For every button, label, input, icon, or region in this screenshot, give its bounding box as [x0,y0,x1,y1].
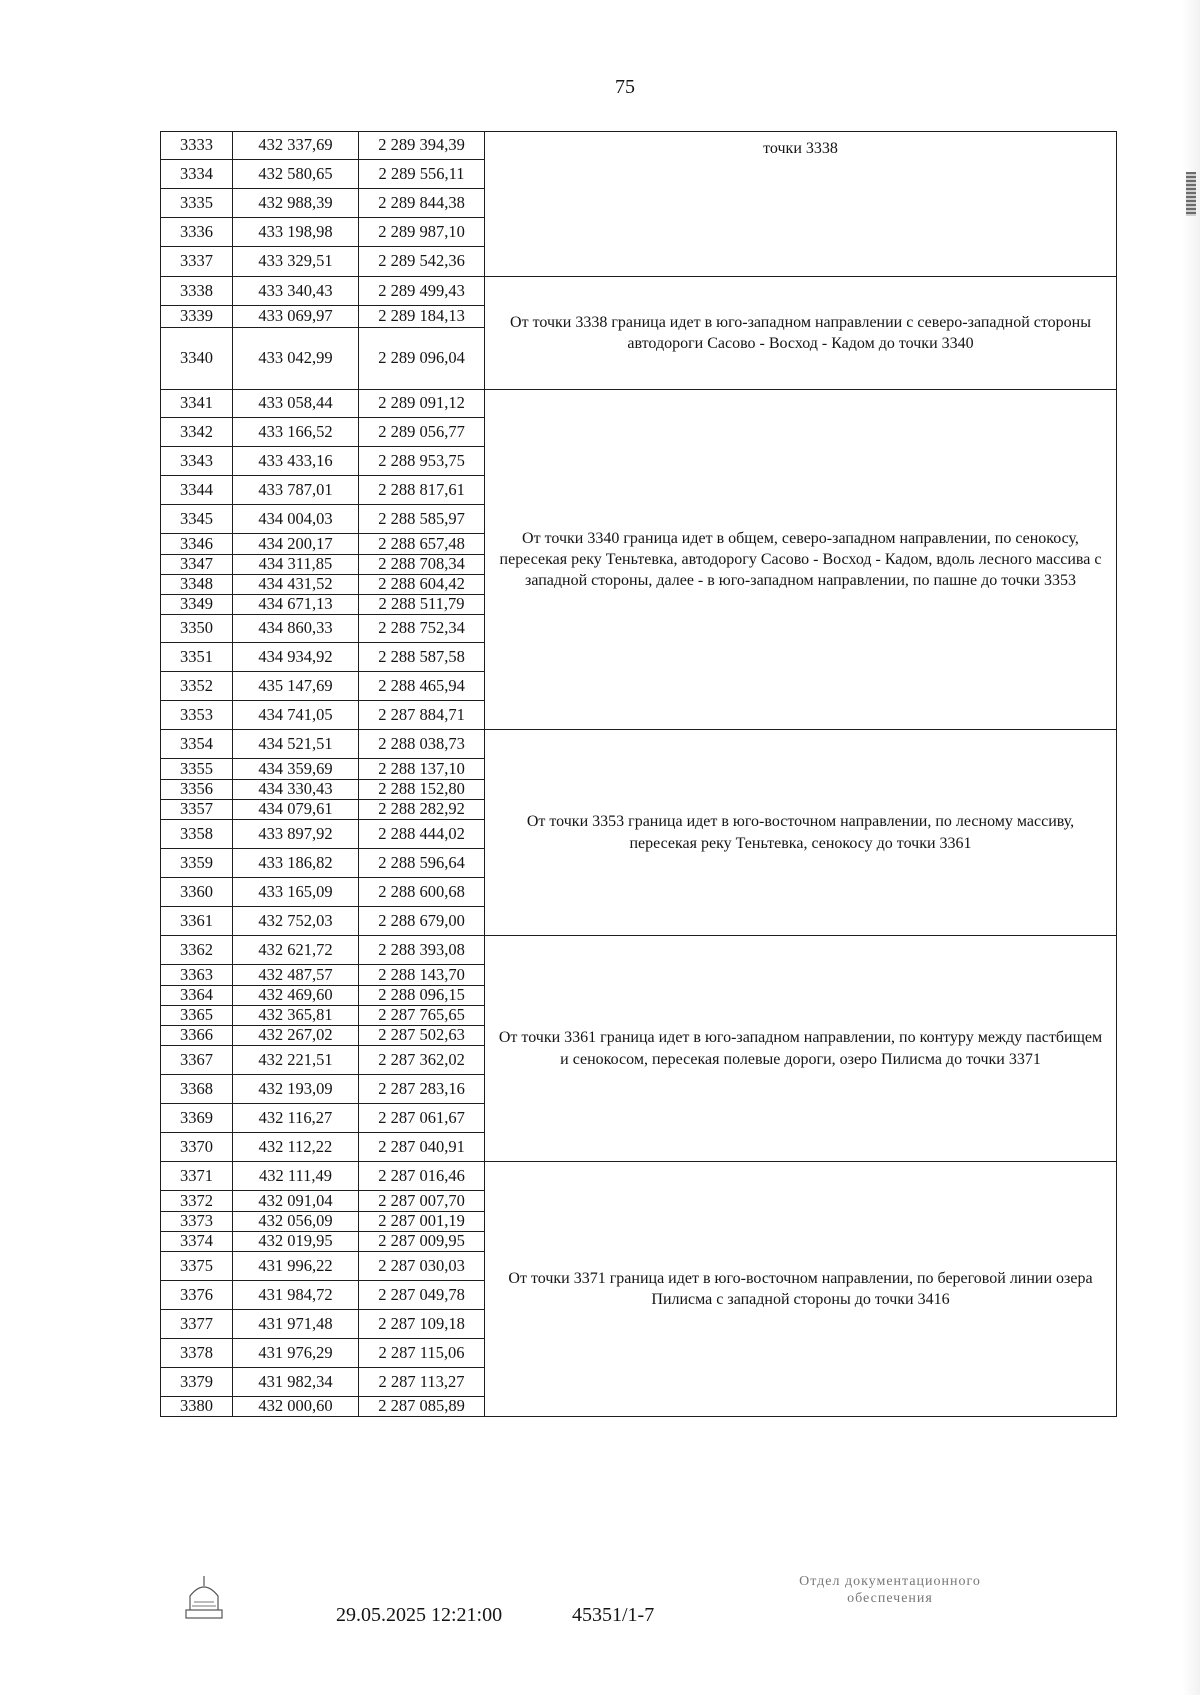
y-coordinate-cell: 2 287 765,65 [359,1006,485,1026]
y-coordinate-cell: 2 287 009,95 [359,1232,485,1252]
point-number-cell: 3373 [161,1212,233,1232]
x-coordinate-cell: 433 329,51 [233,247,359,277]
point-number-cell: 3377 [161,1310,233,1339]
footer-document-number: 45351/1-7 [572,1604,655,1626]
x-coordinate-cell: 431 996,22 [233,1252,359,1281]
x-coordinate-cell: 433 069,97 [233,306,359,328]
x-coordinate-cell: 434 200,17 [233,534,359,555]
point-number-cell: 3337 [161,247,233,277]
table-row [161,730,1117,759]
x-coordinate-cell: 433 186,82 [233,849,359,878]
y-coordinate-cell: 2 289 499,43 [359,277,485,306]
x-coordinate-cell: 432 988,39 [233,189,359,218]
point-number-cell: 3365 [161,1006,233,1026]
y-coordinate-cell: 2 288 657,48 [359,534,485,555]
point-number-cell: 3361 [161,907,233,936]
x-coordinate-cell: 432 365,81 [233,1006,359,1026]
point-number-cell: 3362 [161,936,233,965]
point-number-cell: 3366 [161,1026,233,1046]
y-coordinate-cell: 2 288 096,15 [359,986,485,1006]
y-coordinate-cell: 2 289 091,12 [359,390,485,418]
y-coordinate-cell: 2 287 283,16 [359,1075,485,1104]
footer-datetime: 29.05.2025 12:21:00 [336,1604,503,1626]
y-coordinate-cell: 2 287 115,06 [359,1339,485,1368]
x-coordinate-cell: 432 116,27 [233,1104,359,1133]
y-coordinate-cell: 2 288 600,68 [359,878,485,907]
y-coordinate-cell: 2 289 844,38 [359,189,485,218]
x-coordinate-cell: 434 330,43 [233,780,359,800]
point-number-cell: 3350 [161,615,233,643]
x-coordinate-cell: 434 671,13 [233,595,359,615]
point-number-cell: 3372 [161,1191,233,1212]
y-coordinate-cell: 2 287 007,70 [359,1191,485,1212]
x-coordinate-cell: 432 621,72 [233,936,359,965]
x-coordinate-cell: 431 971,48 [233,1310,359,1339]
y-coordinate-cell: 2 287 040,91 [359,1133,485,1162]
point-number-cell: 3357 [161,800,233,820]
y-coordinate-cell: 2 288 585,97 [359,505,485,534]
point-number-cell: 3338 [161,277,233,306]
point-number-cell: 3345 [161,505,233,534]
y-coordinate-cell: 2 288 137,10 [359,759,485,780]
boundary-description-cell: От точки 3338 граница идет в юго-западном направлении с северо-западной стороны автодороги Сасово - Восход - Кадом до точки 3340 [485,277,1117,390]
point-number-cell: 3354 [161,730,233,759]
x-coordinate-cell: 433 042,99 [233,328,359,390]
y-coordinate-cell: 2 287 113,27 [359,1368,485,1397]
y-coordinate-cell: 2 288 511,79 [359,595,485,615]
x-coordinate-cell: 432 487,57 [233,965,359,986]
y-coordinate-cell: 2 288 465,94 [359,672,485,701]
x-coordinate-cell: 431 976,29 [233,1339,359,1368]
x-coordinate-cell: 433 897,92 [233,820,359,849]
x-coordinate-cell: 434 521,51 [233,730,359,759]
y-coordinate-cell: 2 287 016,46 [359,1162,485,1191]
point-number-cell: 3360 [161,878,233,907]
point-number-cell: 3376 [161,1281,233,1310]
x-coordinate-cell: 433 787,01 [233,476,359,505]
y-coordinate-cell: 2 287 085,89 [359,1397,485,1417]
point-number-cell: 3340 [161,328,233,390]
y-coordinate-cell: 2 288 038,73 [359,730,485,759]
x-coordinate-cell: 434 311,85 [233,555,359,575]
y-coordinate-cell: 2 288 282,92 [359,800,485,820]
x-coordinate-cell: 432 752,03 [233,907,359,936]
y-coordinate-cell: 2 288 152,80 [359,780,485,800]
point-number-cell: 3368 [161,1075,233,1104]
x-coordinate-cell: 432 580,65 [233,160,359,189]
point-number-cell: 3352 [161,672,233,701]
y-coordinate-cell: 2 289 184,13 [359,306,485,328]
y-coordinate-cell: 2 288 679,00 [359,907,485,936]
y-coordinate-cell: 2 289 056,77 [359,418,485,447]
y-coordinate-cell: 2 287 884,71 [359,701,485,730]
x-coordinate-cell: 434 741,05 [233,701,359,730]
y-coordinate-cell: 2 288 143,70 [359,965,485,986]
boundary-description-cell: От точки 3353 граница идет в юго-восточном направлении, по лесному массиву, пересекая реку Теньтевка, сенокосу до точки 3361 [485,730,1117,936]
x-coordinate-cell: 434 079,61 [233,800,359,820]
y-coordinate-cell: 2 287 502,63 [359,1026,485,1046]
point-number-cell: 3380 [161,1397,233,1417]
x-coordinate-cell: 432 112,22 [233,1133,359,1162]
y-coordinate-cell: 2 289 542,36 [359,247,485,277]
page-number: 75 [615,76,635,98]
y-coordinate-cell: 2 287 061,67 [359,1104,485,1133]
x-coordinate-cell: 433 165,09 [233,878,359,907]
point-number-cell: 3374 [161,1232,233,1252]
y-coordinate-cell: 2 289 096,04 [359,328,485,390]
y-coordinate-cell: 2 289 987,10 [359,218,485,247]
point-number-cell: 3349 [161,595,233,615]
point-number-cell: 3359 [161,849,233,878]
point-number-cell: 3364 [161,986,233,1006]
y-coordinate-cell: 2 288 752,34 [359,615,485,643]
x-coordinate-cell: 434 934,92 [233,643,359,672]
x-coordinate-cell: 434 359,69 [233,759,359,780]
x-coordinate-cell: 433 166,52 [233,418,359,447]
x-coordinate-cell: 432 111,49 [233,1162,359,1191]
x-coordinate-cell: 431 982,34 [233,1368,359,1397]
stamp-line: Отдел документационного [799,1574,981,1589]
y-coordinate-cell: 2 288 953,75 [359,447,485,476]
y-coordinate-cell: 2 288 393,08 [359,936,485,965]
point-number-cell: 3346 [161,534,233,555]
point-number-cell: 3355 [161,759,233,780]
x-coordinate-cell: 432 056,09 [233,1212,359,1232]
y-coordinate-cell: 2 289 556,11 [359,160,485,189]
point-number-cell: 3363 [161,965,233,986]
y-coordinate-cell: 2 288 708,34 [359,555,485,575]
point-number-cell: 3334 [161,160,233,189]
table-row [161,132,1117,160]
x-coordinate-cell: 432 193,09 [233,1075,359,1104]
point-number-cell: 3378 [161,1339,233,1368]
point-number-cell: 3344 [161,476,233,505]
point-number-cell: 3371 [161,1162,233,1191]
x-coordinate-cell: 432 267,02 [233,1026,359,1046]
x-coordinate-cell: 434 431,52 [233,575,359,595]
x-coordinate-cell: 432 337,69 [233,132,359,160]
point-number-cell: 3356 [161,780,233,800]
table-row [161,390,1117,418]
scan-registration-mark [1186,172,1196,216]
point-number-cell: 3333 [161,132,233,160]
point-number-cell: 3369 [161,1104,233,1133]
x-coordinate-cell: 432 221,51 [233,1046,359,1075]
point-number-cell: 3353 [161,701,233,730]
y-coordinate-cell: 2 287 030,03 [359,1252,485,1281]
x-coordinate-cell: 433 058,44 [233,390,359,418]
point-number-cell: 3341 [161,390,233,418]
boundary-description-cell: От точки 3361 граница идет в юго-западном направлении, по контуру между пастбищем и сенокосом, пересекая полевые дороги, озеро Пилисма до точки 3371 [485,936,1117,1162]
x-coordinate-cell: 432 091,04 [233,1191,359,1212]
table-row [161,277,1117,306]
y-coordinate-cell: 2 288 444,02 [359,820,485,849]
x-coordinate-cell: 433 433,16 [233,447,359,476]
x-coordinate-cell: 433 198,98 [233,218,359,247]
x-coordinate-cell: 433 340,43 [233,277,359,306]
point-number-cell: 3348 [161,575,233,595]
y-coordinate-cell: 2 288 596,64 [359,849,485,878]
department-stamp [740,1574,1040,1608]
x-coordinate-cell: 435 147,69 [233,672,359,701]
point-number-cell: 3342 [161,418,233,447]
x-coordinate-cell: 434 860,33 [233,615,359,643]
y-coordinate-cell: 2 288 604,42 [359,575,485,595]
table-row [161,936,1117,965]
boundary-description-cell: От точки 3340 граница идет в общем, северо-западном направлении, по сенокосу, пересекая реку Теньтевка, автодорогу Сасово - Восход - Кадом, вдоль лесного массива с западной стороны, далее - в юго-западном направлении, по пашне до точки 3353 [485,390,1117,730]
y-coordinate-cell: 2 287 049,78 [359,1281,485,1310]
emblem-logo [182,1572,226,1622]
y-coordinate-cell: 2 288 817,61 [359,476,485,505]
point-number-cell: 3343 [161,447,233,476]
x-coordinate-cell: 432 000,60 [233,1397,359,1417]
y-coordinate-cell: 2 287 109,18 [359,1310,485,1339]
y-coordinate-cell: 2 288 587,58 [359,643,485,672]
y-coordinate-cell: 2 287 001,19 [359,1212,485,1232]
point-number-cell: 3351 [161,643,233,672]
x-coordinate-cell: 432 019,95 [233,1232,359,1252]
point-number-cell: 3379 [161,1368,233,1397]
x-coordinate-cell: 431 984,72 [233,1281,359,1310]
point-number-cell: 3358 [161,820,233,849]
point-number-cell: 3335 [161,189,233,218]
stamp-line: обеспечения [847,1590,933,1606]
x-coordinate-cell: 434 004,03 [233,505,359,534]
point-number-cell: 3370 [161,1133,233,1162]
point-number-cell: 3336 [161,218,233,247]
point-number-cell: 3367 [161,1046,233,1075]
point-number-cell: 3347 [161,555,233,575]
coordinates-table [160,131,1117,1417]
table-row [161,1162,1117,1191]
point-number-cell: 3339 [161,306,233,328]
y-coordinate-cell: 2 289 394,39 [359,132,485,160]
scan-edge [1182,0,1200,1695]
y-coordinate-cell: 2 287 362,02 [359,1046,485,1075]
boundary-description-cell: От точки 3371 граница идет в юго-восточном направлении, по береговой линии озера Пилисма с западной стороны до точки 3416 [485,1162,1117,1417]
boundary-description-cell: точки 3338 [485,132,1117,277]
point-number-cell: 3375 [161,1252,233,1281]
x-coordinate-cell: 432 469,60 [233,986,359,1006]
